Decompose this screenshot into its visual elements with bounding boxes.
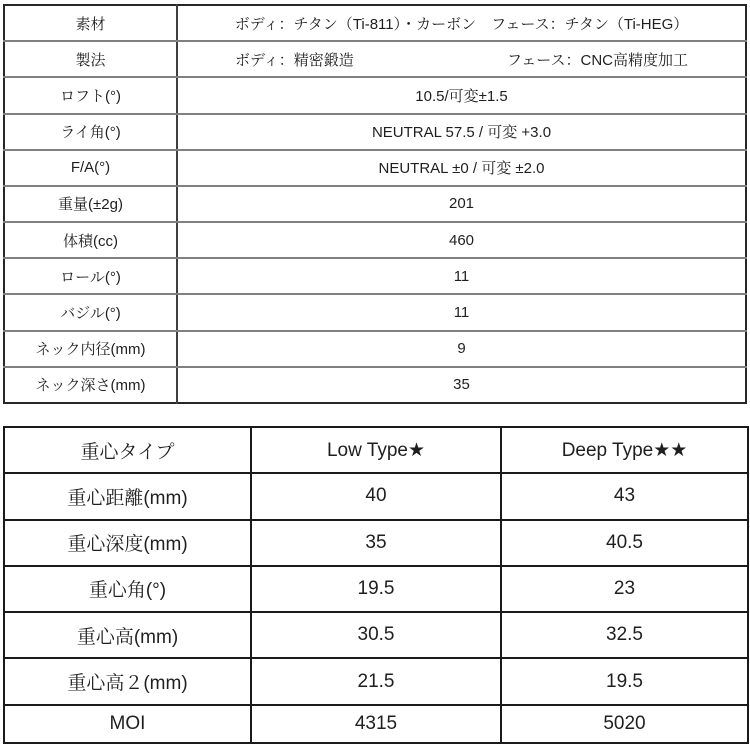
spec-label-neck-inner-diameter: ネック内径(mm) bbox=[4, 331, 177, 367]
cg-value-depth-low: 35 bbox=[251, 520, 501, 566]
cg-header-deep-type: Deep Type★★ bbox=[501, 427, 748, 473]
table-row bbox=[4, 294, 746, 330]
table-row bbox=[4, 612, 748, 658]
spec-label-weight: 重量(±2g) bbox=[4, 186, 177, 222]
spec-value-fa: NEUTRAL ±0 / 可変 ±2.0 bbox=[177, 150, 746, 186]
spec-value-loft: 10.5/可変±1.5 bbox=[177, 77, 746, 113]
spec-label-fa: F/A(°) bbox=[4, 150, 177, 186]
cg-header-type: 重心タイプ bbox=[4, 427, 251, 473]
table-row bbox=[4, 658, 748, 704]
cg-value-moi-deep: 5020 bbox=[501, 705, 748, 743]
spec-value-roll: 11 bbox=[177, 258, 746, 294]
table-row bbox=[4, 473, 748, 519]
spec-value-material: ボディ：チタン（Ti-811）・カーボン フェース：チタン（Ti-HEG） bbox=[177, 5, 746, 41]
spec-table bbox=[3, 4, 747, 404]
cg-value-height-low: 30.5 bbox=[251, 612, 501, 658]
cg-value-height2-low: 21.5 bbox=[251, 658, 501, 704]
cg-value-distance-low: 40 bbox=[251, 473, 501, 519]
cg-label-moi: MOI bbox=[4, 705, 251, 743]
spec-label-volume: 体積(cc) bbox=[4, 222, 177, 258]
table-row bbox=[4, 705, 748, 743]
manufacturing-split bbox=[178, 49, 745, 70]
cg-comparison-table bbox=[3, 426, 749, 744]
spec-label-manufacturing: 製法 bbox=[4, 41, 177, 77]
spec-label-neck-depth: ネック深さ(mm) bbox=[4, 367, 177, 403]
cg-value-height-deep: 32.5 bbox=[501, 612, 748, 658]
cg-value-height2-deep: 19.5 bbox=[501, 658, 748, 704]
table-header-row bbox=[4, 427, 748, 473]
table-row bbox=[4, 114, 746, 150]
table-row bbox=[4, 150, 746, 186]
spec-value-weight: 201 bbox=[177, 186, 746, 222]
spec-value-volume: 460 bbox=[177, 222, 746, 258]
table-row bbox=[4, 331, 746, 367]
spec-label-material: 素材 bbox=[4, 5, 177, 41]
cg-value-distance-deep: 43 bbox=[501, 473, 748, 519]
cg-label-height2: 重心高２(mm) bbox=[4, 658, 251, 704]
spec-value-manufacturing bbox=[177, 41, 746, 77]
cg-label-angle: 重心角(°) bbox=[4, 566, 251, 612]
table-row bbox=[4, 520, 748, 566]
cg-value-moi-low: 4315 bbox=[251, 705, 501, 743]
table-row bbox=[4, 566, 748, 612]
table-row bbox=[4, 367, 746, 403]
spec-value-neck-depth: 35 bbox=[453, 376, 470, 394]
cg-label-depth: 重心深度(mm) bbox=[4, 520, 251, 566]
table-row bbox=[4, 258, 746, 294]
manufacturing-body: ボディ：精密鍛造 bbox=[235, 51, 354, 69]
table-row bbox=[4, 222, 746, 258]
cg-label-distance: 重心距離(mm) bbox=[4, 473, 251, 519]
spec-value-neck-inner-diameter: 9 bbox=[177, 331, 746, 367]
spec-value-bulge: 11 bbox=[177, 294, 746, 330]
cg-value-angle-deep: 23 bbox=[501, 566, 748, 612]
cg-header-low-type: Low Type★ bbox=[251, 427, 501, 473]
cg-label-height: 重心高(mm) bbox=[4, 612, 251, 658]
manufacturing-face: フェース：CNC高精度加工 bbox=[507, 51, 688, 69]
spec-label-bulge: バジル(°) bbox=[4, 294, 177, 330]
cg-value-angle-low: 19.5 bbox=[251, 566, 501, 612]
table-row bbox=[4, 186, 746, 222]
spec-value-lie-angle: NEUTRAL 57.5 / 可変 +3.0 bbox=[177, 114, 746, 150]
cg-value-depth-deep: 40.5 bbox=[501, 520, 748, 566]
table-row bbox=[4, 41, 746, 77]
spec-label-roll: ロール(°) bbox=[4, 258, 177, 294]
table-row bbox=[4, 77, 746, 113]
spec-label-lie-angle: ライ角(°) bbox=[4, 114, 177, 150]
spec-label-loft: ロフト(°) bbox=[4, 77, 177, 113]
table-row bbox=[4, 5, 746, 41]
